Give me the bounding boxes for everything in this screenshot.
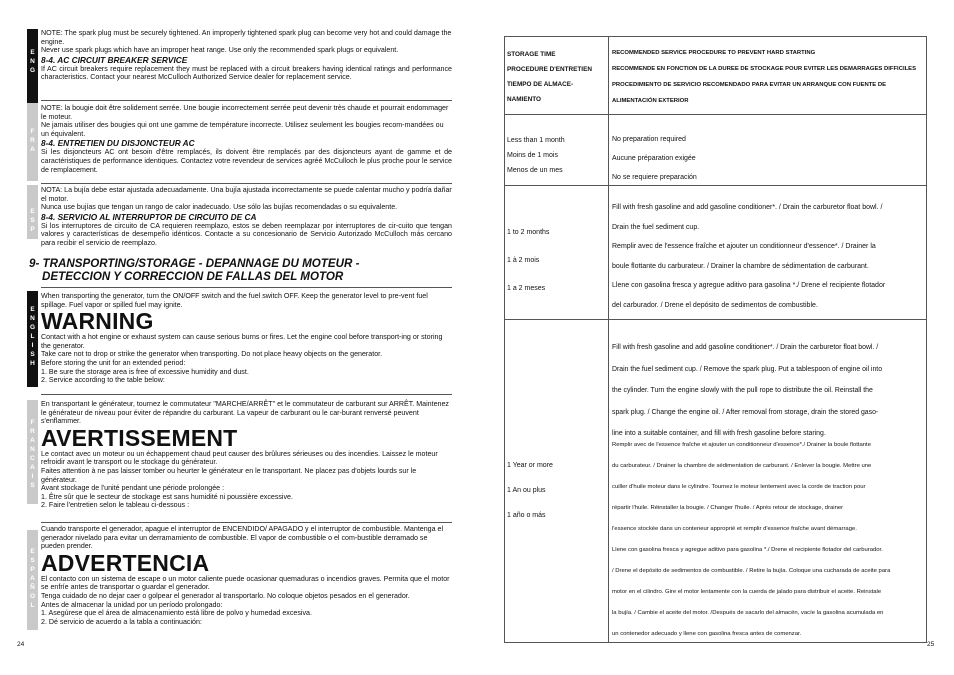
eng-spark-plug-section [41,29,452,82]
fr-line-1: Le contact avec un moteur ou un échappement chaud peut causer des brûlures sérieuses ou des incendies. Laissez le moteur refroidir avant le transport ou le stockage du générateur. [41,449,438,467]
cell-line: the cylinder. Turn the engine slowly with the pull rope to distribute the oil. Reinstall the [612,387,873,394]
divider [41,100,452,101]
right-page [477,0,954,675]
cell-line: Remplir avec de l'essence fraîche et ajouter un conditionneur d'essence*./ Drainer la boule flottante [612,442,871,448]
cell-line: la bujía. / Cambie el aceite del motor. /Después de sacarlo del almacén, vacíe la gasolina acumulada en [612,610,884,616]
avertissement-heading: AVERTISSEMENT [41,424,238,451]
fra-heading: 8-4. ENTRETIEN DU DISJONCTEUR AC [41,138,195,149]
cell-line: cuiller d'huile moteur dans le cylindre. Tournez le moteur lentement avec la corde de traction pour [612,484,866,490]
table-row-3-time [507,453,606,528]
es-line-3: Antes de almacenar la unidad por un período prolongado: [41,600,223,609]
table-row-1-procedure [612,130,924,187]
cell-line: Drain the fuel sediment cup. / Remove the spark plug. Put a tablespoon of engine oil into [612,365,883,373]
cell-line: Llene con gasolina fresca y agregue aditivo para gasolina *./ Drene el recipiente flotador del carburador. [612,547,883,553]
esp-note-2: Nunca use bujías que tengan un rango de calor inadecuado. Use sólo las bujías recomendadas o su equivalente. [41,203,398,212]
lang-tag-letters: E N G L I S H [29,306,36,367]
table-header-storage-time [507,47,606,107]
divider [41,183,452,184]
page-number-left: 24 [17,641,25,648]
table-header-procedure [612,45,924,109]
cell-line: Fill with fresh gasoline and add gasoline conditioner*. / Drain the carburetor float bowl. / [612,204,883,211]
cell-line: Less than 1 month [507,137,565,144]
en-intro: When transporting the generator, turn the ON/OFF switch and the fuel switch OFF. Keep the generator level to pre-vent fuel spillage. Fuel vapor or spilled fuel may ignite. [41,292,428,309]
cell-line: Llene con gasolina fresca y agregue aditivo para gasolina *./ Drene el recipiente flotador [612,282,886,289]
page-number-right: 25 [927,641,935,648]
cell-line: Aucune préparation exigée [612,155,696,162]
table-row-divider [505,319,926,320]
esp-note-1: NOTA: La bujía debe estar ajustada adecuadamente. Una bujía ajustada incorrectamente se puede calentar mucho y podría dañar el motor. [41,186,452,203]
cell-line: boule flottante du carburateur. / Drainer la chambre de sédimentation de carburant. [612,262,869,270]
es-line-1: El contacto con un sistema de escape o un motor caliente puede ocasionar quemaduras o incendios graves. Permita que el motor se enfríe antes de transportar o guardar el generador. [41,574,450,592]
cell-line: 1 à 2 mois [507,257,540,264]
cell-line: No se requiere preparación [612,174,697,181]
header-line: STORAGE TIME [507,51,556,58]
cell-line: Remplir avec de l'essence fraîche et ajouter un conditionneur d'essence*. / Drainer la [612,243,876,250]
table-row-2-procedure [612,198,924,315]
divider [41,394,452,395]
cell-line: No preparation required [612,136,686,143]
cell-line: / Drene el depósito de sedimentos de combustible. / Retire la bujía. Coloque una cucharada de aceite para [612,568,891,574]
header-line: ALIMENTACIÓN EXTERIOR [612,98,689,104]
header-line: RECOMMENDE EN FONCTION DE LA DUREE DE STOCKAGE POUR EVITER LES DEMARRAGES DIFFICILES [612,66,917,72]
fra-note-2: Ne jamais utiliser des bougies qui ont une gamme de température incorrecte. Utilisez seulement les bougies recom-mandées ou un équivalent. [41,121,444,138]
warning-heading: WARNING [41,308,154,335]
en-line-5: 2. Service according to the table below: [41,376,165,385]
esp-spark-plug-section [41,186,452,248]
lang-tag-eng [27,48,38,75]
table-row-divider [505,114,926,115]
cell-line: 1 An ou plus [507,487,546,494]
cell-line: 1 Year or more [507,462,553,469]
cell-line: Moins de 1 mois [507,152,558,159]
francais-transport-section [41,400,452,510]
en-line-3: Before storing the unit for an extended period: [41,358,186,367]
cell-line: line into a suitable container, and fill with fresh gasoline before staring. [612,430,826,437]
lang-tag-fra [27,127,38,154]
fr-line-2: Faites attention à ne pas laisser tomber ou heurter le générateur en le transportant. Ne placez pas d'objets lourds sur le générateur. [41,466,417,484]
table-row-1-time [507,133,606,178]
lang-tag-espanol [27,547,38,610]
cell-line: un contenedor adecuado y llene con gasolina fresca antes de comenzar. [612,631,802,637]
lang-tag-esp [27,207,38,234]
section-title-line-2: DETECCION Y CORRECCION DE FALLAS DEL MOTOR [42,270,344,283]
lang-tag-english [27,305,38,368]
fra-spark-plug-section [41,104,452,174]
es-line-5: 2. Dé servicio de acuerdo a la tabla a continuación: [41,617,202,626]
section-title-line-1: 9- TRANSPORTING/STORAGE - DEPANNAGE DU MOTEUR - [29,257,360,270]
lang-tag-letters: F R A [30,128,35,153]
cell-line: répartir l'huile. Réinstaller la bougie. / Changer l'huile. / Après retour de stockage, drainer [612,505,844,511]
eng-body: If AC circuit breakers require replacement they must be replaced with a circuit breakers having identical ratings and performance characteristics. Contact your nearest McCulloch Authorized Service dealer for replacement service. [41,64,452,82]
fra-note-1: NOTE: la bougie doit être solidement serrée. Une bougie incorrectement serrée peut devenir très chaude et pourrait endommager le moteur. [41,104,449,121]
esp-body: Si los interruptores de circuito de CA requieren reemplazo, estos se deben reemplazar por interruptores de cir-cuito que tengan valores y características de desempeño idénticos. Contacte a su concesionario de Servicio Autorizado McCulloch más cercano para recibir el servicio de reemplazo. [41,221,452,247]
lang-tag-letters: F R A N C A I S [30,419,35,489]
header-line: PROCEDIMIENTO DE SERVICIO RECOMENDADO PARA EVITAR UN ARRANQUE CON FUENTE DE [612,82,887,88]
en-line-1: Contact with a hot engine or exhaust system can cause serious burns or fires. Let the engine cool before transport-ing or storing the generator. [41,333,443,350]
espanol-transport-section [41,525,452,626]
cell-line: 1 año o más [507,512,546,519]
table-row-2-time [507,219,606,303]
cell-line: spark plug. / Change the engine oil. / After removal from storage, drain the stored gaso- [612,408,879,416]
cell-line: Fill with fresh gasoline and add gasoline conditioner*. / Drain the carburetor float bowl. / [612,344,879,351]
es-line-4: 1. Asegúrese que el área de almacenamiento está libre de polvo y humedad excesiva. [41,609,312,618]
divider [41,522,452,523]
en-line-2: Take care not to drop or strike the generator when transporting. Do not place heavy objects on the generator. [41,350,383,359]
header-line: RECOMMENDED SERVICE PROCEDURE TO PREVENT HARD STARTING [612,50,816,56]
en-line-4: 1. Be sure the storage area is free of excessive humidity and dust. [41,367,249,376]
cell-line: l'essence stockée dans un conteneur approprié et remplir d'essence fraîche avant démarrage. [612,526,857,532]
advertencia-heading: ADVERTENCIA [41,549,210,576]
cell-line: du carburateur. / Drainer la chambre de sédimentation de carburant. / Enlever la bougie. Mettre une [612,463,872,469]
lang-tag-letters: E S P [30,208,35,233]
header-line: PROCEDURE D'ENTRETIEN [507,66,592,73]
fra-body: Si les disjoncteurs AC ont besoin d'être remplacés, ils doivent être remplacés par des disjoncteurs ayant de gamme et de caractéristiques de performance identiques. Contactez votre revendeur de services agréé McCulloch le plus proche pour le service de remplacement. [41,148,452,174]
esp-heading: 8-4. SERVICIO AL INTERRUPTOR DE CIRCUITO DE CA [41,211,257,222]
fr-line-5: 2. Faire l'entretien selon le tableau ci-dessous : [41,501,190,510]
fr-intro: En transportant le générateur, tournez le commutateur "MARCHE/ARRÊT" et le commutateur de carburant sur ARRÊT. Maintenez le générateur de niveau pour éviter de répandre du carburant. La vapeur de carburant ou le car-burant renversé peuvent s'enflammer. [41,400,449,426]
cell-line: 1 a 2 meses [507,285,546,292]
table-row-3-procedure-en [612,337,924,445]
section-title [29,257,459,283]
cell-line: motor en el cilindro. Gire el motor lentamente con la cuerda de jalado para distribuir el aceite. Reinstale [612,589,882,595]
lang-tag-letters: E S P A Ñ O L [29,548,36,609]
storage-table [504,36,927,643]
header-line: TIEMPO DE ALMACE- [507,81,574,88]
cell-line: Menos de un mes [507,167,563,174]
es-intro: Cuando transporte el generador, apague el interruptor de ENCENDIDO/ APAGADO y el interruptor de combustible. Mantenga el generador nivelado para evitar un derramamiento de combustible. El vapor de combustible o el com-bustible derramado se pueden prender. [41,525,444,551]
divider [41,287,452,288]
eng-note-2: Never use spark plugs which have an improper heat range. Use only the recommended spark plugs or equivalent. [41,46,399,55]
cell-line: 1 to 2 months [507,229,550,236]
lang-tag-letters: E N G [29,49,36,74]
fr-line-4: 1. Être sûr que le secteur de stockage est sans humidité ni poussière excessive. [41,492,293,501]
lang-tag-francais [27,418,38,490]
table-column-divider [608,37,609,642]
english-transport-section [41,292,452,385]
fr-line-3: Avant stockage de l'unité pendant une période prolongée : [41,484,225,493]
es-line-2: Tenga cuidado de no dejar caer o golpear el generador al transportarlo. No coloque objetos pesados en el generador. [41,591,410,600]
cell-line: Drain the fuel sediment cup. [612,223,700,231]
eng-heading: 8-4. AC CIRCUIT BREAKER SERVICE [41,54,188,65]
eng-note-1: NOTE: The spark plug must be securely tightened. An improperly tightened spark plug can become very hot and could damage the engine. [41,29,452,46]
cell-line: del carburador. / Drene el depósito de sedimentos de combustible. [612,301,818,309]
header-line: NAMIENTO [507,96,541,103]
table-row-3-procedure-fr-es [612,435,924,645]
